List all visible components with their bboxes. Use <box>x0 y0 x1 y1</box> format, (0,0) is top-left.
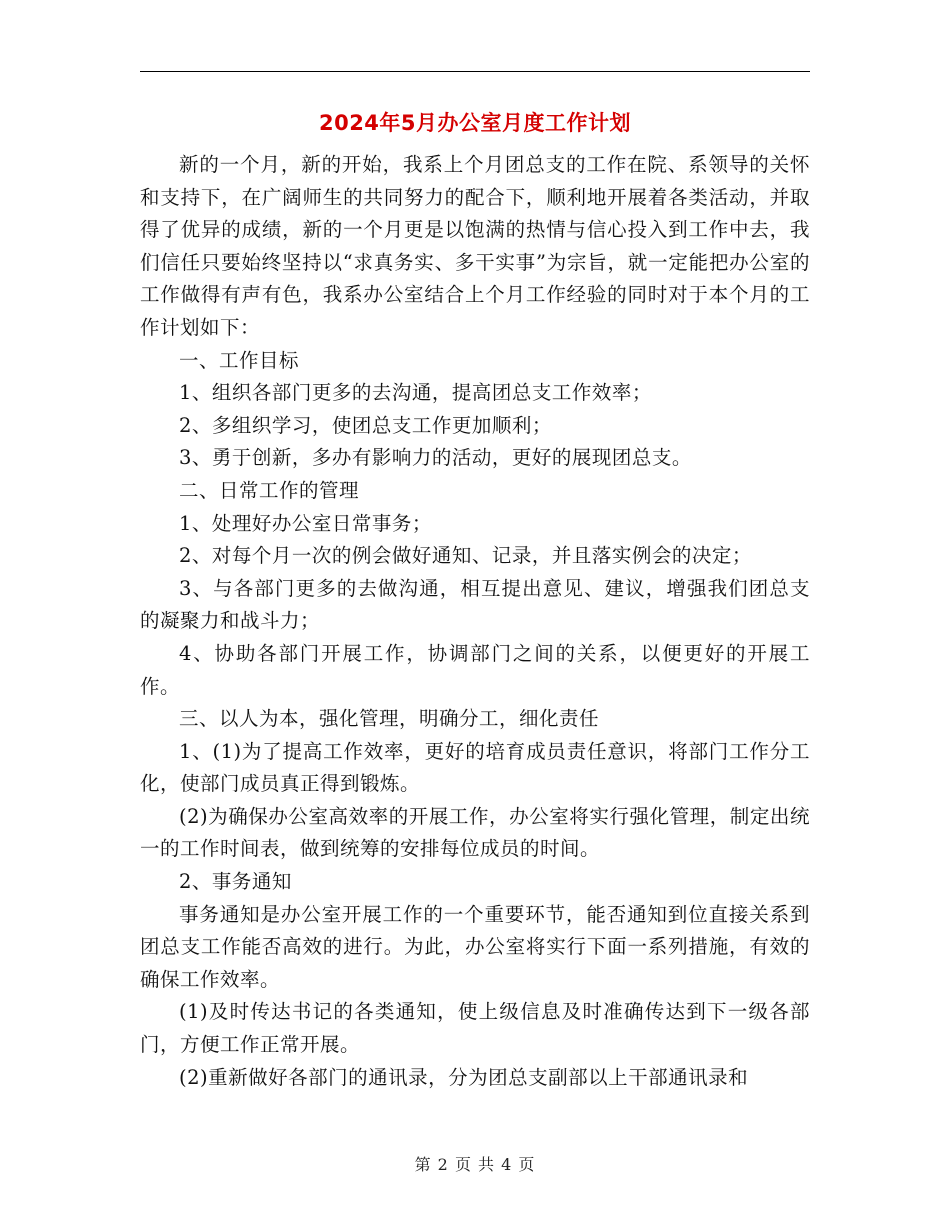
list-item: 1、(1)为了提高工作效率，更好的培育成员责任意识，将部门工作分工化，使部门成员真正得到锻炼。 <box>140 739 810 796</box>
list-item: 2、对每个月一次的例会做好通知、记录，并且落实例会的决定； <box>179 544 752 568</box>
paragraph-notices: 事务通知是办公室开展工作的一个重要环节，能否通知到位直接关系到团总支工作能否高效的进行。为此，办公室将实行下面一系列措施，有效的确保工作效率。 <box>140 902 810 991</box>
section-heading-goals: 一、工作目标 <box>179 348 300 372</box>
document-title: 2024年5月办公室月度工作计划 <box>318 111 632 135</box>
list-item: 3、勇于创新，多办有影响力的活动，更好的展现团总支。 <box>179 446 692 470</box>
list-item: 3、与各部门更多的去做沟通，相互提出意见、建议，增强我们团总支的凝聚力和战斗力； <box>140 576 810 633</box>
document-body <box>140 149 810 1094</box>
list-item: 2、多组织学习，使团总支工作更加顺利； <box>179 413 552 437</box>
subsection-heading-notices: 2、事务通知 <box>179 870 292 894</box>
list-item: (1)及时传达书记的各类通知，使上级信息及时准确传达到下一级各部门，方便工作正常开展。 <box>140 1000 810 1057</box>
paragraph-intro: 新的一个月，新的开始，我系上个月团总支的工作在院、系领导的关怀和支持下，在广阔师生的共同努力的配合下，顺利地开展着各类活动，并取得了优异的成绩，新的一个月更是以饱满的热情与信心投入到工作中去，我们信任只要始终坚持以“求真务实、多干实事”为宗旨，就一定能把办公室的工作做得有声有色，我系办公室结合上个月工作经验的同时对于本个月的工作计划如下： <box>140 153 810 339</box>
list-item: 4、协助各部门开展工作，协调部门之间的关系，以便更好的开展工作。 <box>140 641 810 698</box>
list-item: 1、组织各部门更多的去沟通，提高团总支工作效率； <box>179 381 652 405</box>
header-rule <box>140 71 810 72</box>
section-heading-daily-management: 二、日常工作的管理 <box>179 478 360 502</box>
page-footer <box>0 1154 950 1176</box>
list-item: (2)重新做好各部门的通讯录，分为团总支副部以上干部通讯录和 <box>179 1065 749 1089</box>
section-heading-people-oriented: 三、以人为本，强化管理，明确分工，细化责任 <box>179 707 600 731</box>
page-number-label: 第 2 页 共 4 页 <box>414 1155 536 1174</box>
list-item: (2)为确保办公室高效率的开展工作，办公室将实行强化管理，制定出统一的工作时间表，做到统筹的安排每位成员的时间。 <box>140 804 810 861</box>
list-item: 1、处理好办公室日常事务； <box>179 511 432 535</box>
